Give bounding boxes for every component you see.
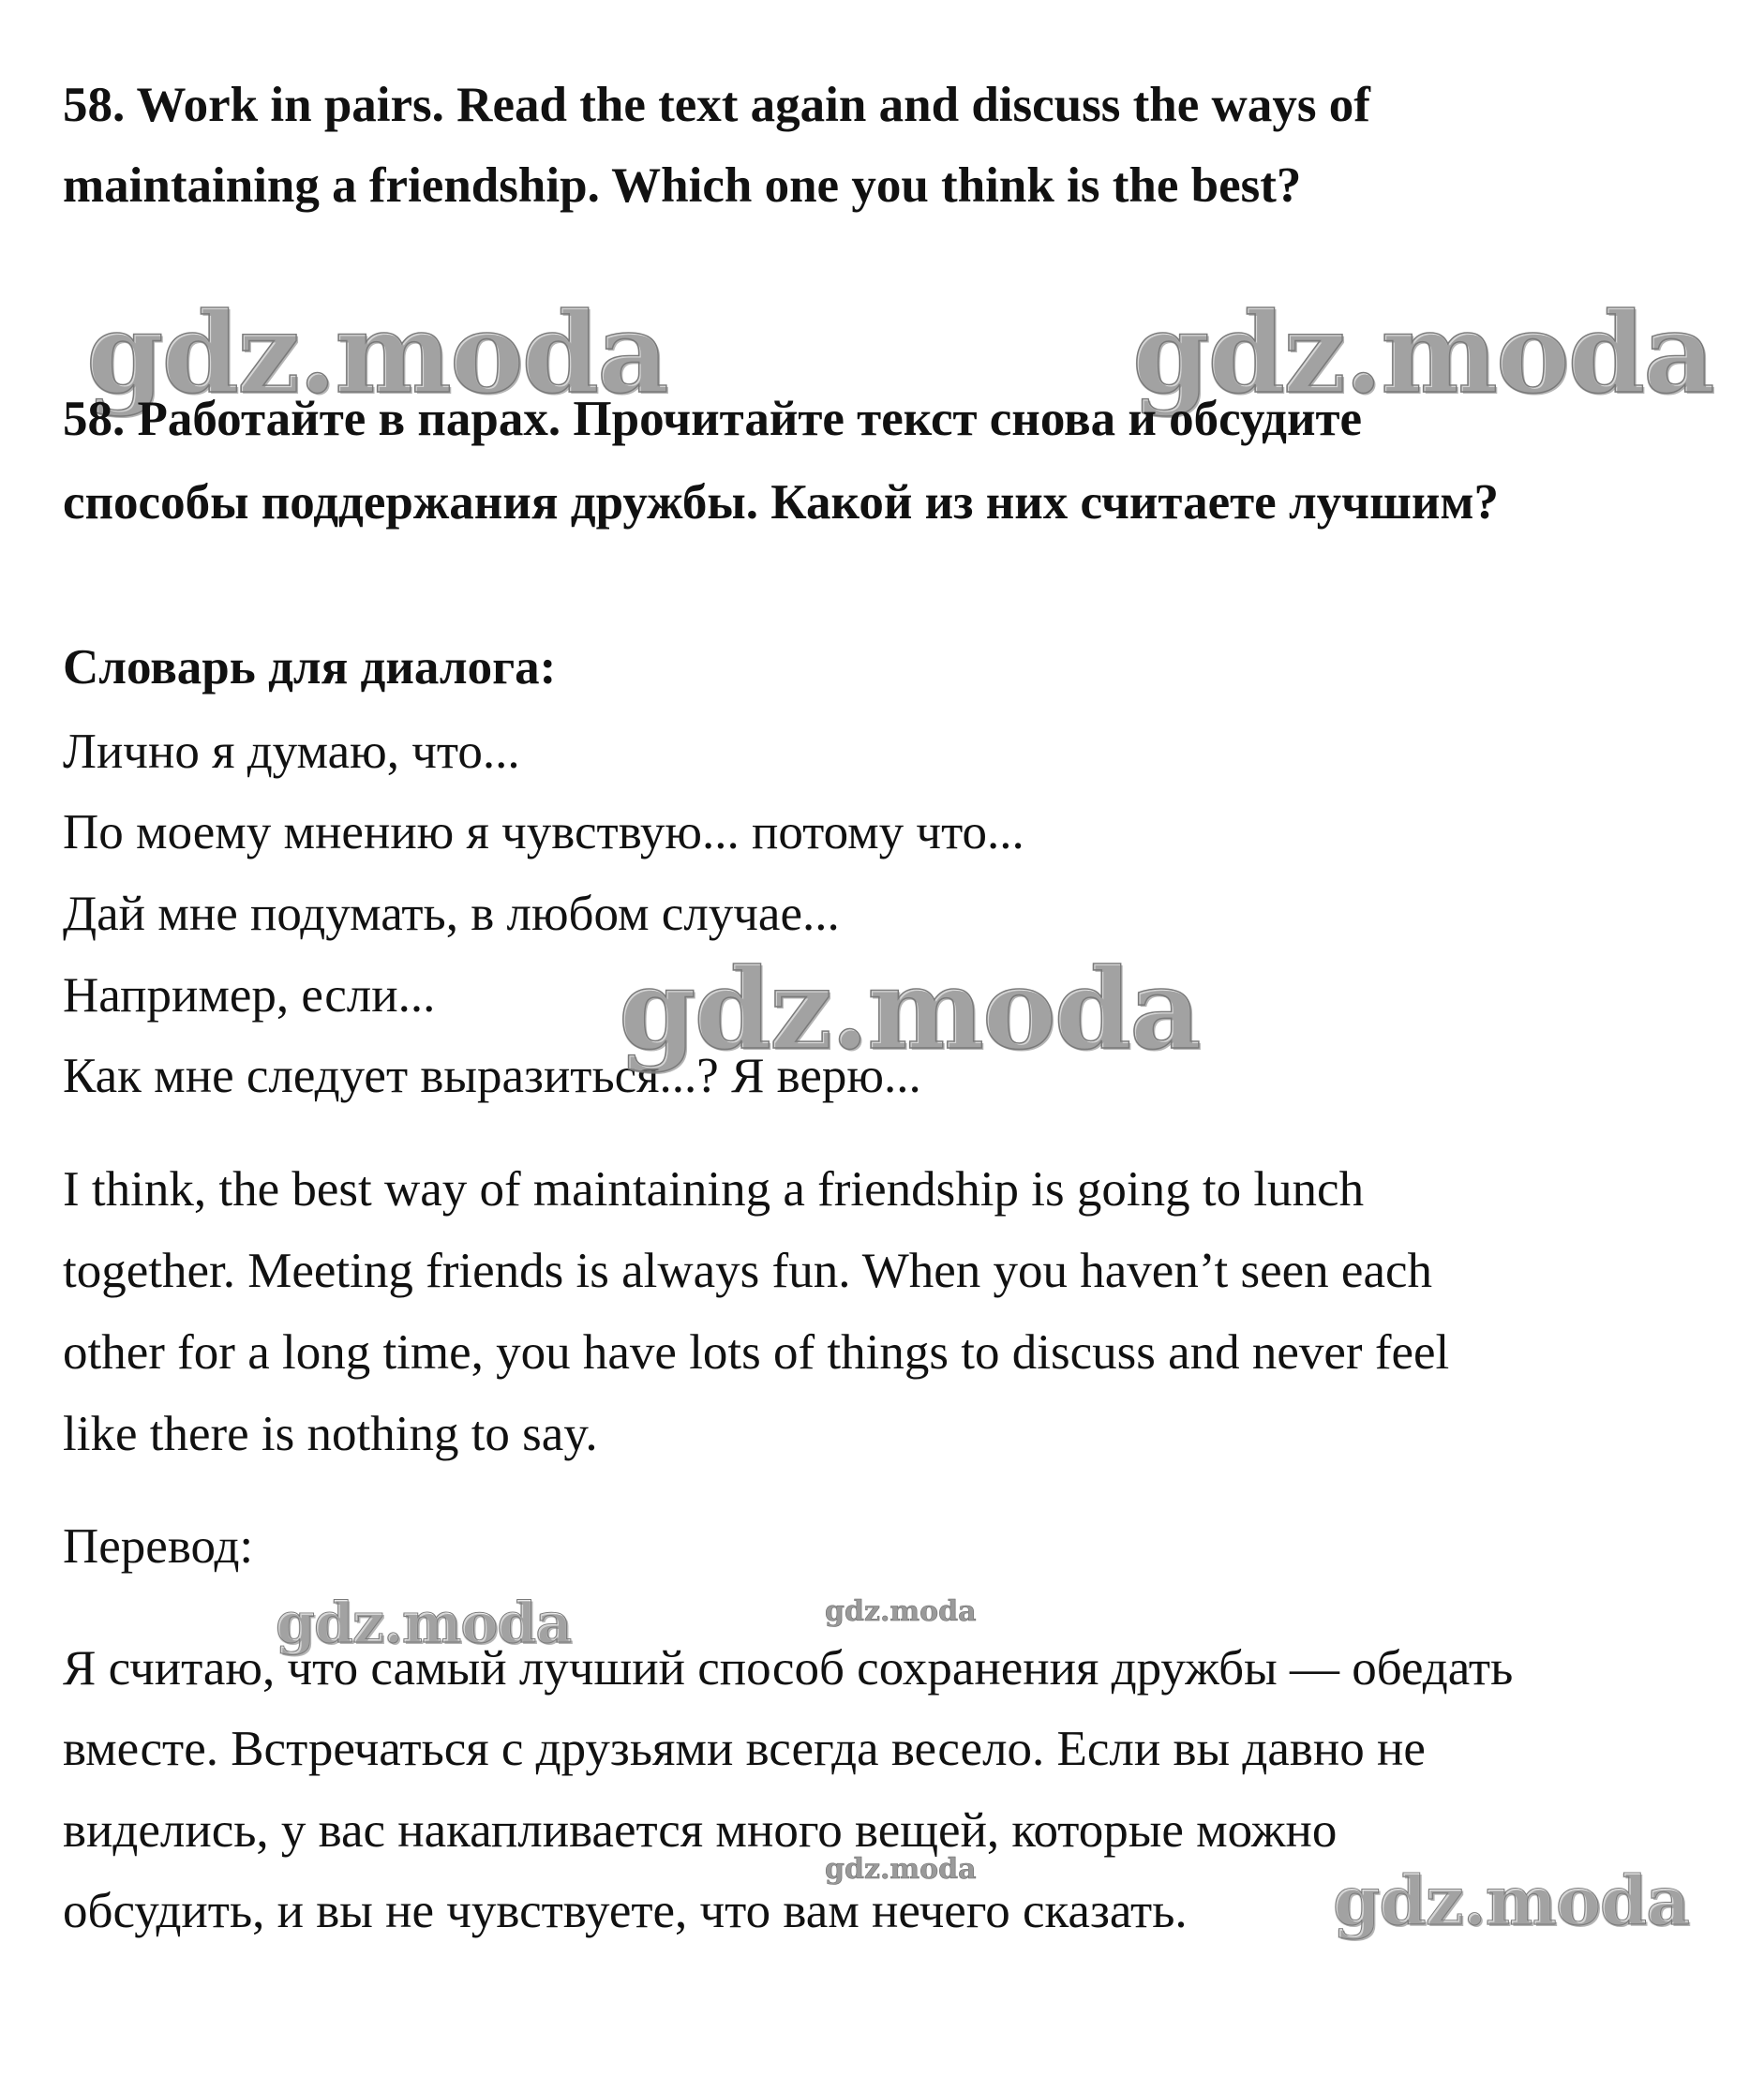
- watermark-logo: gdz.moda: [1132, 288, 1713, 418]
- vocabulary-phrase: По моему мнению я чувствую... потому что...: [63, 805, 1024, 859]
- vocabulary-phrase: Как мне следует выразиться...? Я верю...: [63, 1049, 921, 1103]
- watermark-logo: gdz.moda: [825, 1595, 977, 1628]
- task-en-line-1: 58. Work in pairs. Read the text again and discuss the ways of: [63, 78, 1370, 132]
- task-ru-line-2: способы поддержания дружбы. Какой из них считаете лучшим?: [63, 475, 1499, 530]
- task-ru-line-1: 58. Работайте в парах. Прочитайте текст снова и обсудите: [63, 392, 1363, 446]
- answer-en-line: like there is nothing to say.: [63, 1407, 598, 1461]
- watermark-logo: gdz.moda: [825, 1853, 977, 1886]
- watermark-logo: gdz.moda: [1333, 1860, 1689, 1940]
- vocabulary-phrase: Дай мне подумать, в любом случае...: [63, 887, 840, 941]
- answer-en-line: other for a long time, you have lots of things to discuss and never feel: [63, 1325, 1450, 1380]
- vocabulary-heading: Словарь для диалога:: [63, 640, 557, 695]
- translation-line: виделись, у вас накапливается много вещей, которые можно: [63, 1803, 1338, 1858]
- answer-en-line: together. Meeting friends is always fun. When you haven’t seen each: [63, 1244, 1432, 1298]
- answer-en-line: I think, the best way of maintaining a friendship is going to lunch: [63, 1162, 1365, 1217]
- translation-label: Перевод:: [63, 1519, 254, 1574]
- translation-line: Я считаю, что самый лучший способ сохранения дружбы — обедать: [63, 1641, 1514, 1696]
- translation-line: вместе. Встречаться с друзьями всегда весело. Если вы давно не: [63, 1722, 1426, 1776]
- translation-line: обсудить, и вы не чувствуете, что вам нечего сказать.: [63, 1884, 1188, 1938]
- vocabulary-phrase: Например, если...: [63, 968, 436, 1023]
- watermark-logo: gdz.moda: [619, 944, 1200, 1074]
- watermark-logo: gdz.moda: [86, 288, 667, 418]
- task-en-line-2: maintaining a friendship. Which one you think is the best?: [63, 158, 1302, 213]
- vocabulary-phrase: Лично я думаю, что...: [63, 725, 520, 779]
- watermark-logo: gdz.moda: [276, 1591, 572, 1656]
